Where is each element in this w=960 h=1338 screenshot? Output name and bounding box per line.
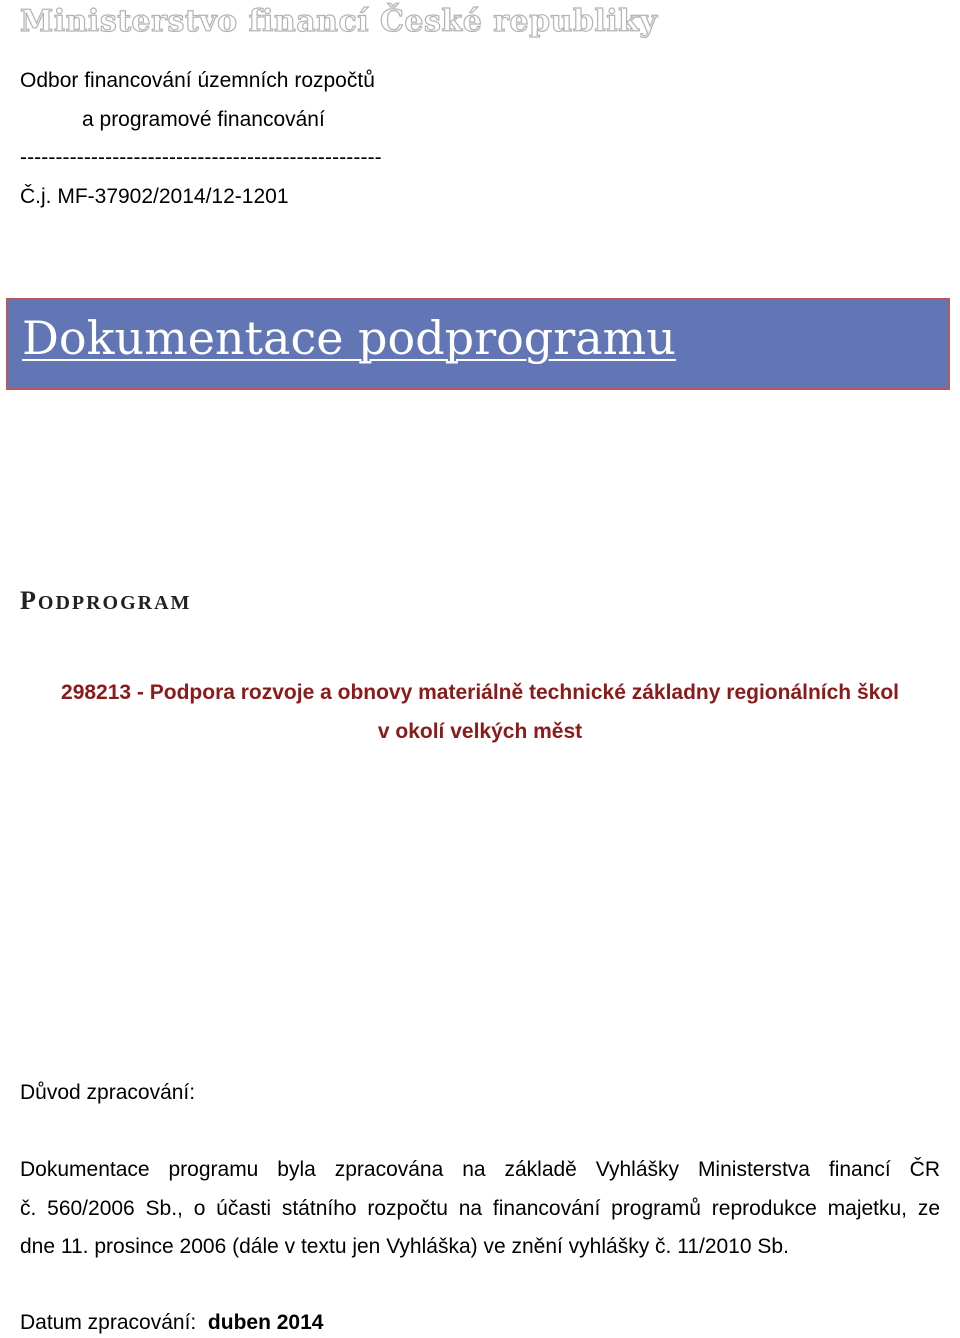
reason-text-line-3: dne 11. prosince 2006 (dále v textu jen Vyhláška) ve znění vyhlášky č. 11/2010 Sb. bbox=[20, 1235, 789, 1258]
reason-text-line-2: č. 560/2006 Sb., o účasti státního rozpočtu na financování programů reprodukce majetku, ze bbox=[20, 1197, 940, 1220]
program-title-line-1: 298213 - Podpora rozvoje a obnovy materiálně technické základny regionálních škol bbox=[61, 681, 899, 704]
department-line-2: a programové financování bbox=[82, 108, 325, 131]
reason-text-line-1: Dokumentace programu byla zpracována na základě Vyhlášky Ministerstva financí ČR bbox=[20, 1158, 940, 1181]
date-value: duben 2014 bbox=[207, 1311, 324, 1334]
document-title: Dokumentace podprogramu bbox=[22, 311, 676, 365]
title-banner bbox=[6, 298, 950, 390]
program-title-line-2: v okolí velkých měst bbox=[377, 720, 583, 743]
date-label: Datum zpracování: bbox=[20, 1311, 197, 1334]
reference-number: Č.j. MF-37902/2014/12-1201 bbox=[20, 185, 289, 208]
section-heading bbox=[20, 586, 191, 616]
ministry-name: Ministerstvo financí České republiky bbox=[20, 4, 658, 39]
separator-line: --------------------------------------------------- bbox=[20, 146, 382, 169]
date-row bbox=[20, 1310, 323, 1336]
department-line-1: Odbor financování územních rozpočtů bbox=[20, 69, 375, 92]
section-heading-initial: P bbox=[20, 586, 38, 615]
section-heading-rest: ODPROGRAM bbox=[37, 592, 192, 614]
reason-label: Důvod zpracování: bbox=[20, 1081, 196, 1104]
